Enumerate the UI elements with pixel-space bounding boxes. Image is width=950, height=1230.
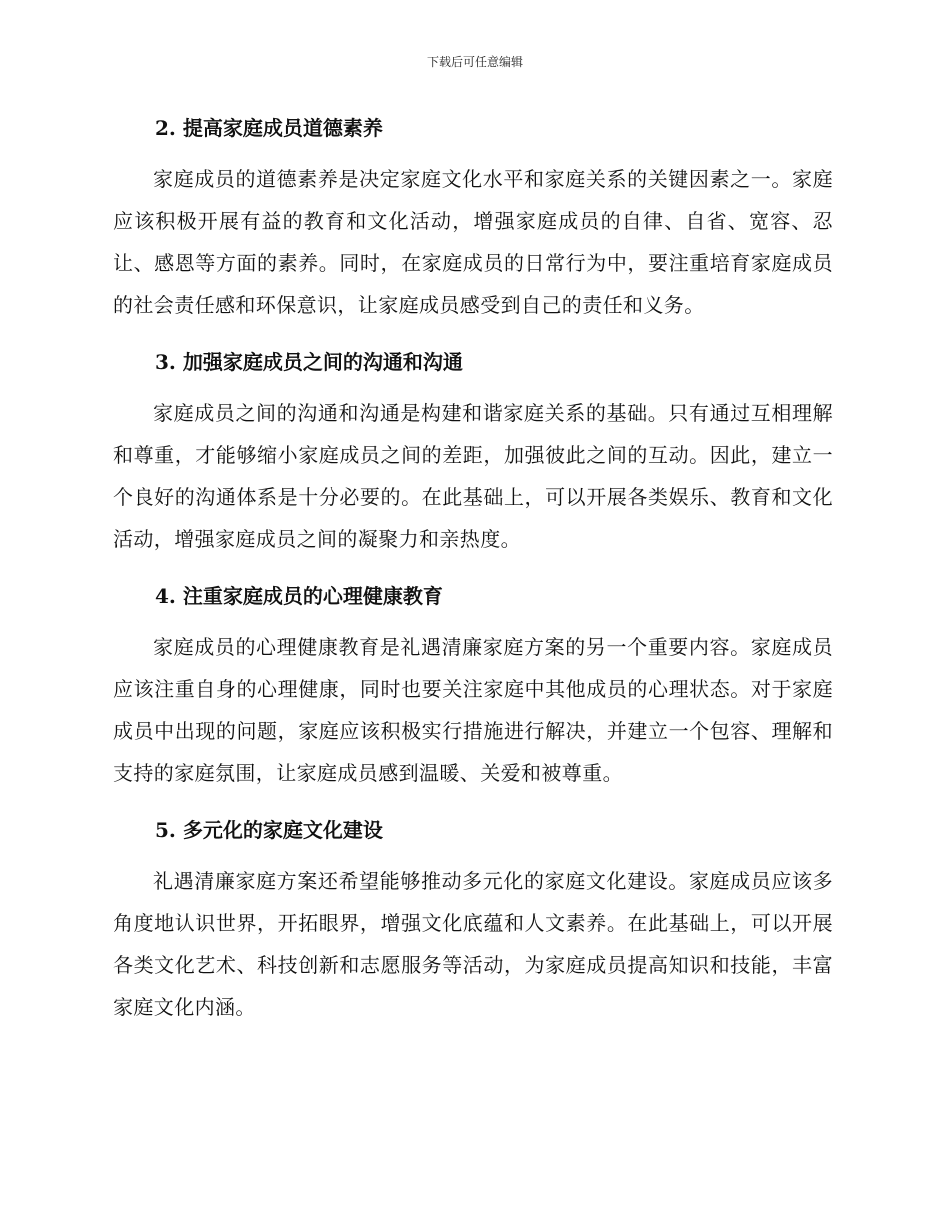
section-paragraph: 礼遇清廉家庭方案还希望能够推动多元化的家庭文化建设。家庭成员应该多角度地认识世界，开拓眼界，增强文化底蕴和人文素养。在此基础上，可以开展各类文化艺术、科技创新和志愿服务等活动，为家庭成员提高知识和技能，丰富家庭文化内涵。	[113, 869, 833, 1019]
section-heading: 4. 注重家庭成员的心理健康教育	[155, 584, 443, 608]
section-family-communication	[113, 344, 833, 560]
section-heading: 2. 提高家庭成员道德素养	[155, 116, 383, 140]
section-heading: 5. 多元化的家庭文化建设	[155, 818, 383, 842]
document-body	[113, 110, 833, 1046]
section-moral-cultivation	[113, 110, 833, 326]
page-header-note: 下载后可任意编辑	[426, 55, 523, 69]
section-heading: 3. 加强家庭成员之间的沟通和沟通	[155, 350, 463, 374]
section-paragraph: 家庭成员之间的沟通和沟通是构建和谐家庭关系的基础。只有通过互相理解和尊重，才能够缩小家庭成员之间的差距，加强彼此之间的互动。因此，建立一个良好的沟通体系是十分必要的。在此基础上，可以开展各类娱乐、教育和文化活动，增强家庭成员之间的凝聚力和亲热度。	[113, 401, 833, 551]
section-mental-health	[113, 578, 833, 794]
section-paragraph: 家庭成员的心理健康教育是礼遇清廉家庭方案的另一个重要内容。家庭成员应该注重自身的心理健康，同时也要关注家庭中其他成员的心理状态。对于家庭成员中出现的问题，家庭应该积极实行措施进行解决，并建立一个包容、理解和支持的家庭氛围，让家庭成员感到温暖、关爱和被尊重。	[113, 635, 833, 785]
section-paragraph: 家庭成员的道德素养是决定家庭文化水平和家庭关系的关键因素之一。家庭应该积极开展有益的教育和文化活动，增强家庭成员的自律、自省、宽容、忍让、感恩等方面的素养。同时，在家庭成员的日常行为中，要注重培育家庭成员的社会责任感和环保意识，让家庭成员感受到自己的责任和义务。	[113, 167, 833, 317]
section-diverse-culture	[113, 812, 833, 1028]
